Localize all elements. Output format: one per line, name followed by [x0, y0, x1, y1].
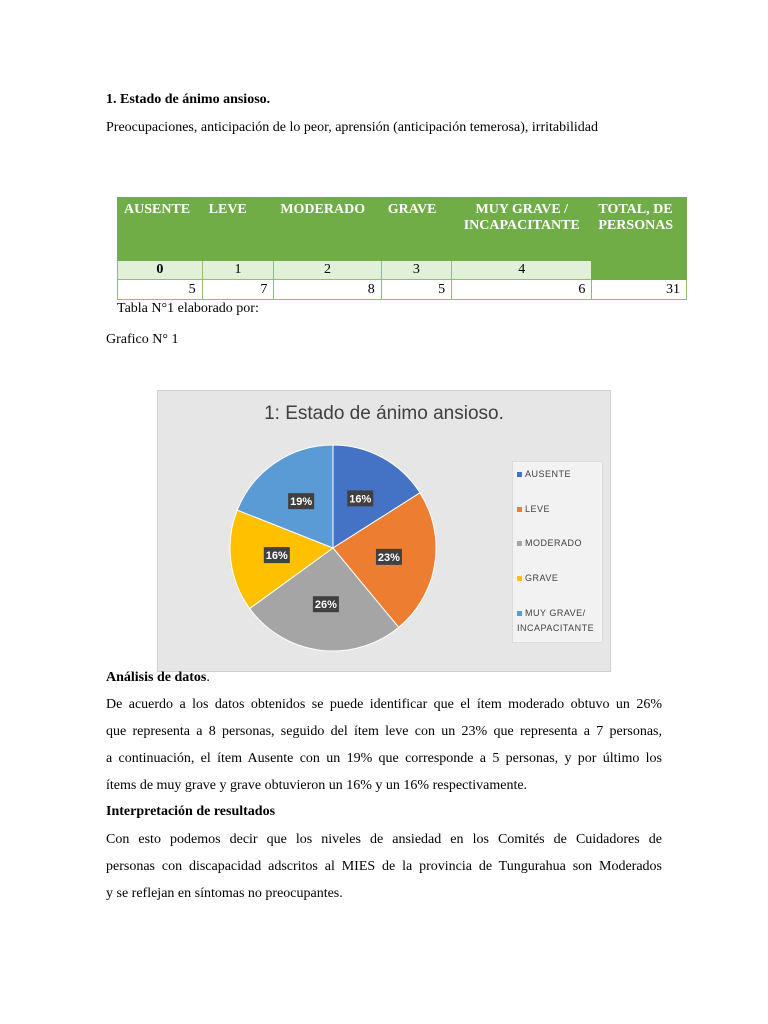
legend-label: LEVE: [525, 504, 551, 514]
legend-swatch: [517, 472, 522, 477]
figure-label: Grafico N° 1: [106, 332, 179, 347]
code-cell: 2: [274, 261, 381, 280]
analysis-title-text: Análisis de datos: [106, 670, 207, 685]
value-cell: 7: [202, 280, 274, 300]
paragraph-line: a continuación, el ítem Ausente con un 19% que corresponde a 5 personas, y por último los: [106, 751, 662, 766]
data-label-text: 26%: [314, 599, 337, 612]
code-cell: 1: [202, 261, 274, 280]
value-cell: 8: [274, 280, 381, 300]
legend-item: [517, 571, 558, 586]
code-cell: 3: [381, 261, 451, 280]
legend-item: [517, 467, 571, 482]
pie-data-label: [264, 547, 290, 563]
paragraph-line: De acuerdo a los datos obtenidos se puede identificar que el ítem moderado obtuvo un 26%: [106, 697, 662, 712]
pie-data-label: [347, 490, 373, 506]
legend-swatch: [517, 611, 522, 616]
paragraph-line: Con esto podemos decir que los niveles de ansiedad en los Comités de Cuidadores de: [106, 832, 662, 847]
legend-item: [517, 502, 550, 517]
legend-label: INCAPACITANTE: [517, 623, 595, 633]
pie-data-label: [288, 493, 314, 509]
paragraph-line: ítems de muy grave y grave obtuvieron un 16% y un 16% respectivamente.: [106, 778, 528, 793]
pie-chart: [157, 390, 611, 672]
legend-label: AUSENTE: [525, 469, 572, 479]
section-subtitle: Preocupaciones, anticipación de lo peor, aprensión (anticipación temerosa), irritabilidad: [106, 120, 598, 135]
data-label-text: 19%: [290, 496, 313, 509]
legend-item: [517, 536, 582, 551]
paragraph-line: que representa a 8 personas, seguido del ítem leve con un 23% que representa a 7 personas,: [106, 724, 662, 739]
interpretation-paragraph: [106, 826, 662, 907]
data-label-text: 23%: [377, 551, 400, 564]
legend-label: GRAVE: [525, 573, 559, 583]
table-value-row: [118, 280, 687, 300]
legend-label: MODERADO: [525, 538, 583, 548]
data-label-text: 16%: [265, 550, 288, 563]
header-cell-muy-grave: MUY GRAVE / INCAPACITANTE: [452, 198, 592, 261]
analysis-title: [106, 670, 210, 686]
total-value-cell: 31: [592, 280, 687, 300]
pie-data-label: [376, 549, 402, 565]
analysis-title-suffix: .: [206, 670, 210, 685]
legend-label: MUY GRAVE/: [525, 608, 586, 618]
code-cell: 4: [452, 261, 592, 280]
chart-title: 1: Estado de ánimo ansioso.: [264, 403, 504, 424]
legend-swatch: [517, 507, 522, 512]
value-cell: 5: [118, 280, 203, 300]
legend-swatch: [517, 576, 522, 581]
table-header-row: [118, 198, 687, 261]
header-cell-moderado: MODERADO: [274, 198, 381, 261]
interpretation-title: Interpretación de resultados: [106, 804, 276, 819]
paragraph-line: personas con discapacidad adscritos al MIES de la provincia de Tungurahua son Moderados: [106, 859, 662, 874]
analysis-paragraph: [106, 691, 662, 799]
legend-item: [517, 606, 594, 636]
data-label-text: 16%: [349, 493, 372, 506]
paragraph-line: y se reflejan en síntomas no preocupantes.: [106, 886, 343, 901]
header-cell-leve: LEVE: [202, 198, 274, 261]
data-table: [117, 197, 687, 300]
header-cell-total: TOTAL, DE PERSONAS: [592, 198, 687, 280]
legend-swatch: [517, 541, 522, 546]
table-caption: Tabla N°1 elaborado por:: [117, 301, 259, 316]
code-cell: 0: [118, 261, 203, 280]
header-cell-grave: GRAVE: [381, 198, 451, 261]
pie-data-label: [313, 596, 339, 612]
chart-legend: [512, 461, 603, 643]
section-heading: 1. Estado de ánimo ansioso.: [106, 92, 271, 107]
value-cell: 5: [381, 280, 451, 300]
header-cell-ausente: AUSENTE: [118, 198, 203, 261]
value-cell: 6: [452, 280, 592, 300]
